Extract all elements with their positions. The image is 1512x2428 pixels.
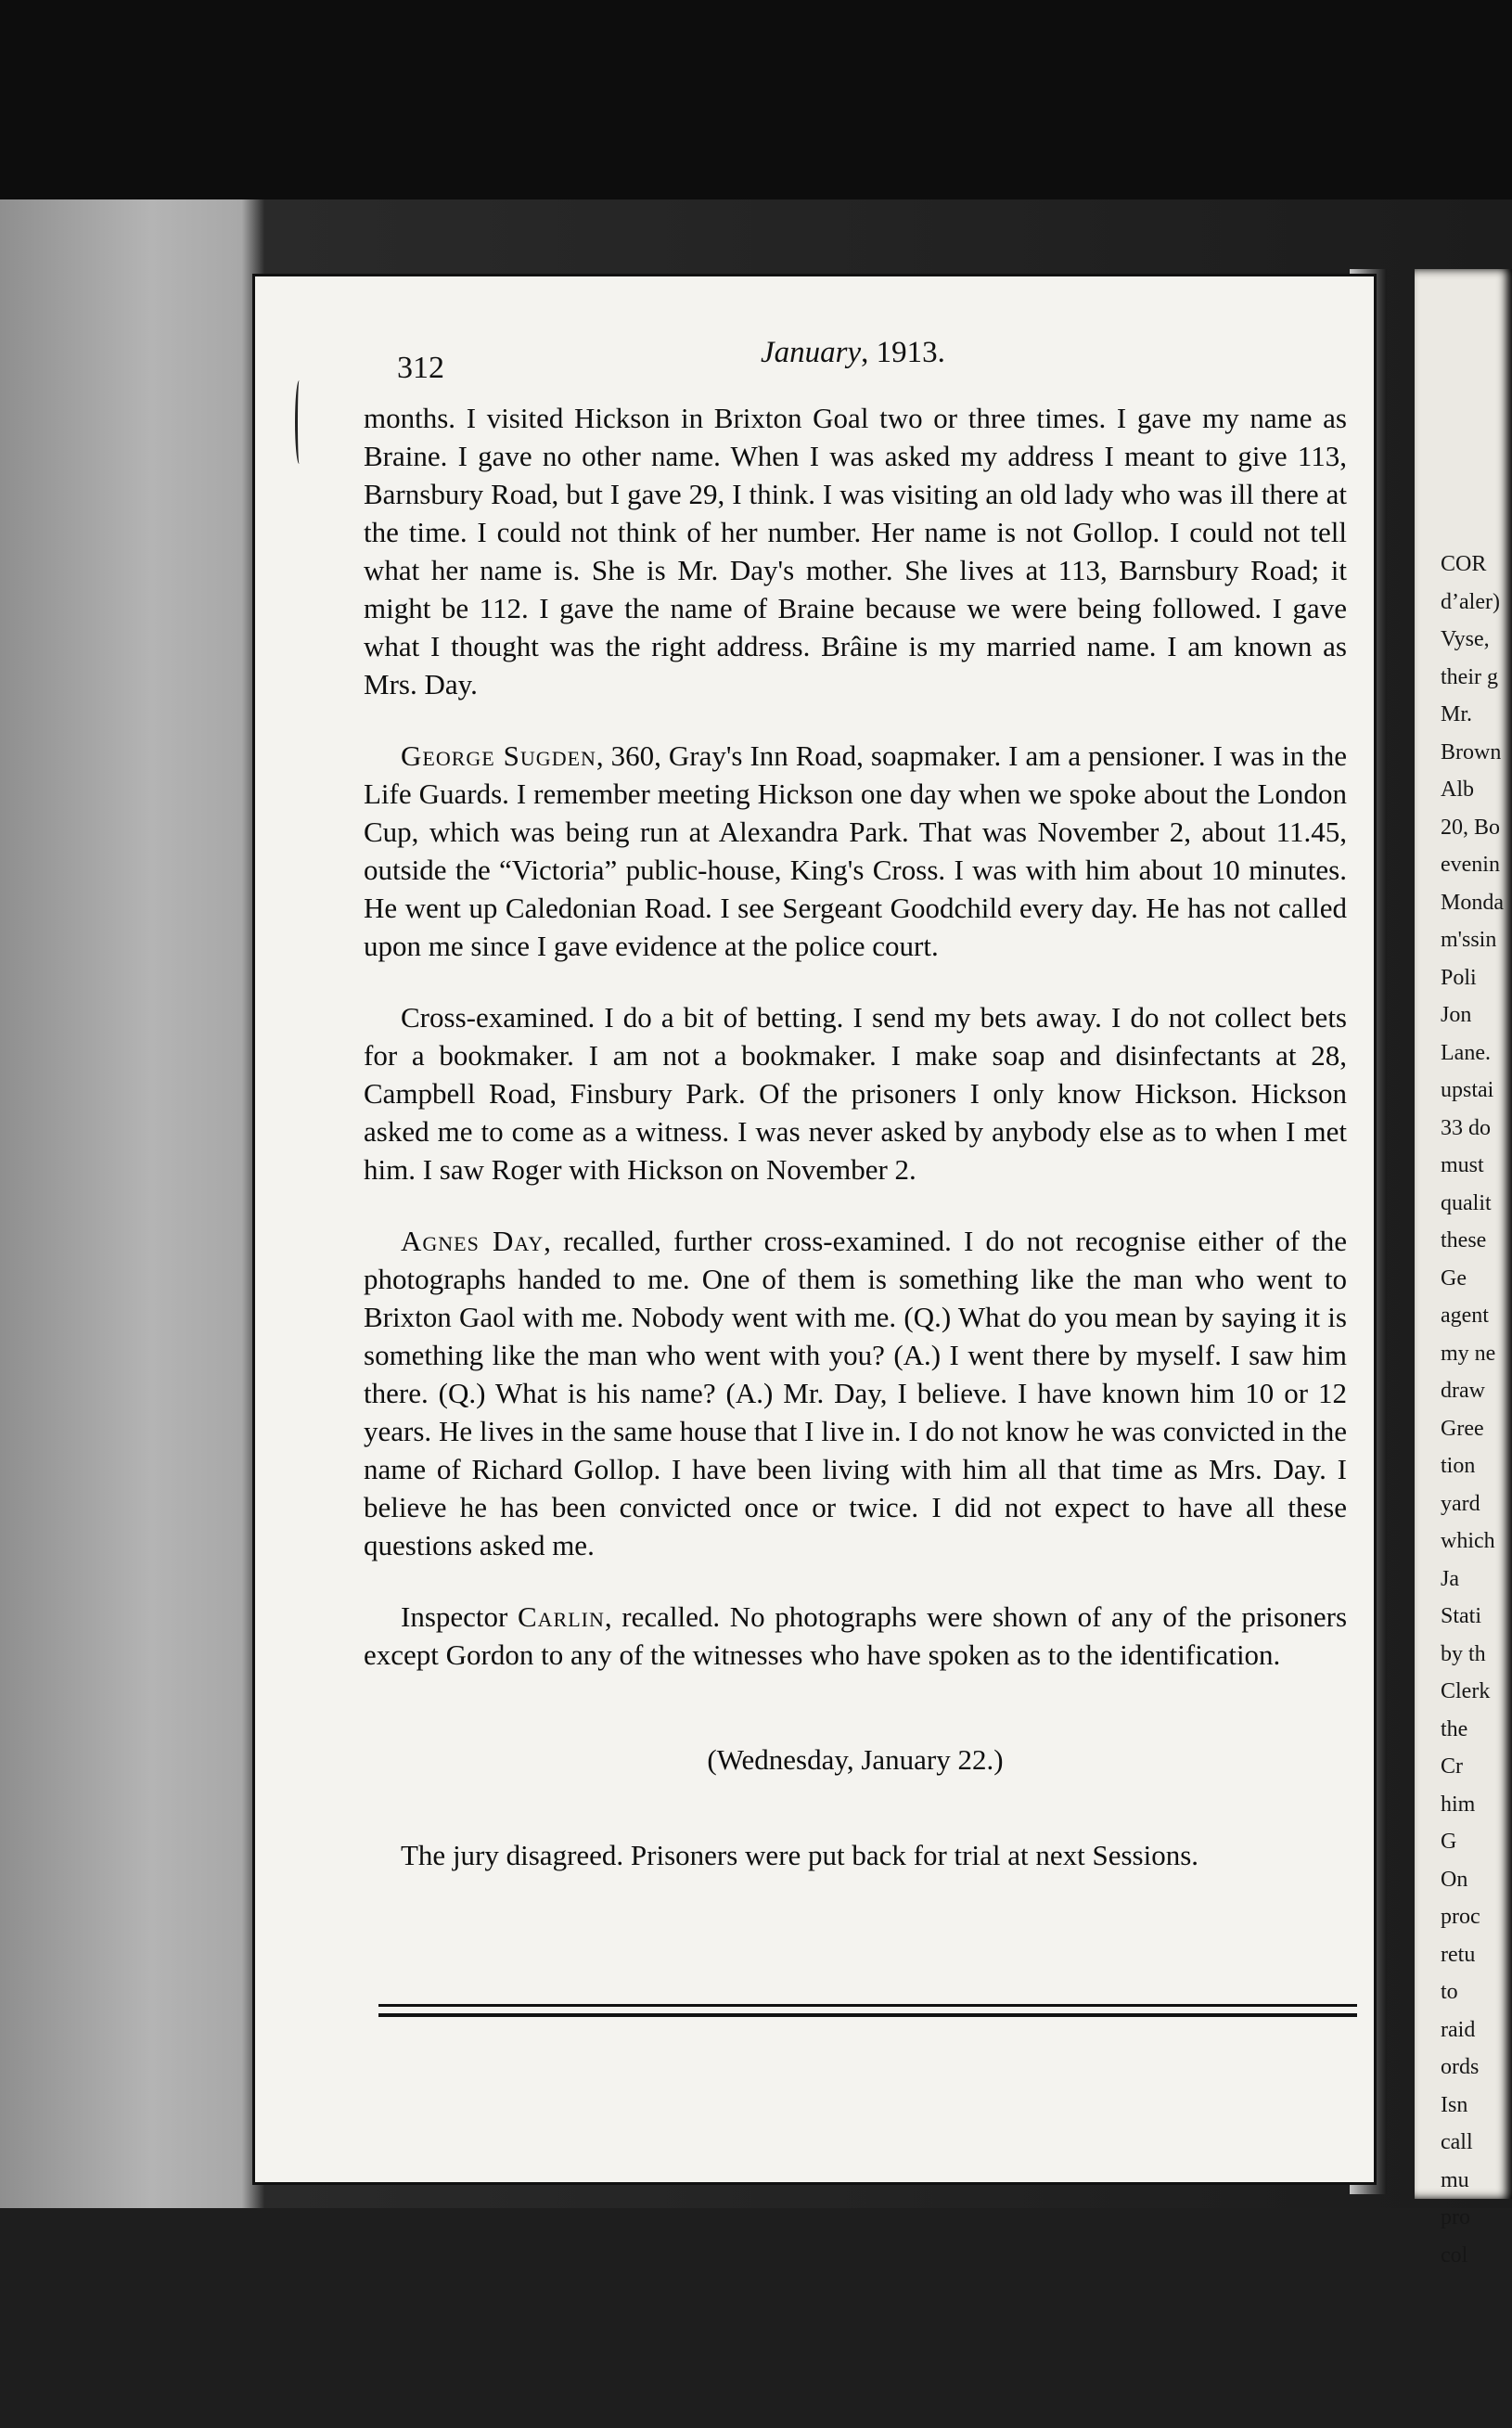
closing-rule-thin xyxy=(378,2004,1357,2007)
facing-page-line: call xyxy=(1441,2130,1473,2154)
facing-page-line: the xyxy=(1441,1716,1468,1741)
facing-page-line: these xyxy=(1441,1228,1487,1253)
facing-page-line: evenin xyxy=(1441,853,1500,877)
closing-rule-thick xyxy=(378,2013,1357,2017)
facing-page-line: which xyxy=(1441,1529,1495,1553)
paragraph-sugden-testimony xyxy=(364,737,1347,965)
facing-page-line: Mr. xyxy=(1441,702,1473,726)
facing-page-line: Ge xyxy=(1441,1265,1467,1291)
facing-page-line: qualit xyxy=(1441,1190,1492,1215)
witness-name-carlin: Carlin xyxy=(517,1600,605,1633)
facing-page-line: Monda xyxy=(1441,890,1504,915)
facing-page-line: raid xyxy=(1441,2017,1476,2042)
facing-page-line: draw xyxy=(1441,1379,1485,1403)
witness-name-day: Agnes Day xyxy=(401,1225,545,1257)
paragraph-cross-examined: Cross-examined. I do a bit of betting. I send my bets away. I do not collect bets for a bookmaker. I am not a bookmaker. I make soap and disinfectants at 28, Campbell Road, Finsbury Park. Of the prisoners I only know Hickson. Hickson asked me to come as a witness. I was never asked by anybody else as to when I met him. I saw Roger with Hickson on November 2. xyxy=(364,1001,1347,1186)
facing-page-line: must xyxy=(1441,1153,1484,1177)
facing-page-line: Poli xyxy=(1441,965,1477,990)
facing-page-line: Ja xyxy=(1441,1566,1459,1591)
page-number: 312 xyxy=(397,351,444,385)
date-heading: (Wednesday, January 22.) xyxy=(707,1743,1004,1776)
facing-page-line: 33 do xyxy=(1441,1115,1491,1140)
facing-page-text xyxy=(1441,546,1512,2274)
body-text xyxy=(364,399,1347,1874)
paragraph-day-recalled xyxy=(364,1222,1347,1564)
facing-page-line: Stati xyxy=(1441,1604,1482,1628)
paragraph-verdict: The jury disagreed. Prisoners were put back for trial at next Sessions. xyxy=(401,1839,1199,1871)
film-bottom-band xyxy=(0,2208,1512,2428)
running-head-month: January xyxy=(761,336,862,369)
facing-page-line: mu xyxy=(1441,2167,1469,2192)
facing-page-line: Gree xyxy=(1441,1416,1484,1441)
facing-page-line: to xyxy=(1441,1980,1458,2004)
facing-page-line: d’aler) xyxy=(1441,589,1500,614)
facing-page-line: yard xyxy=(1441,1491,1480,1516)
facing-page-line: m'ssin xyxy=(1441,928,1497,952)
running-head-year: , 1913. xyxy=(861,336,945,369)
facing-page-line: tion xyxy=(1441,1454,1476,1478)
facing-page-line: by th xyxy=(1441,1641,1486,1666)
facing-page-line: retu xyxy=(1441,1942,1476,1967)
facing-page-line: Cr xyxy=(1441,1754,1463,1779)
margin-pencil-mark xyxy=(295,380,303,464)
facing-page-line: col xyxy=(1441,2242,1468,2267)
paragraph-carlin-recalled xyxy=(364,1598,1347,1674)
running-head xyxy=(761,336,945,370)
facing-page-line: 20, Bo xyxy=(1441,815,1501,840)
facing-page-line: COR xyxy=(1441,552,1487,576)
facing-page-line: proc xyxy=(1441,1905,1480,1929)
facing-page-line: ords xyxy=(1441,2055,1480,2079)
facing-page-line: their g xyxy=(1441,664,1498,689)
paragraph-braine-testimony: months. I visited Hickson in Brixton Goal two or three times. I gave my name as Braine. I gave no other name. When I was asked my address I meant to give 113, Barnsbury Road, but I gave 29, I think. I was visiting an old lady who was ill there at the time. I could not think of her number. Her name is not Gollop. I could not tell what her name is. She is Mr. Day's mother. She lives at 113, Barnsbury Road; it might be 112. I gave the name of Braine because we were being followed. I gave what I thought was the right address. Brâine is my married name. I am known as Mrs. Day. xyxy=(364,402,1347,700)
facing-page-line: him xyxy=(1441,1792,1476,1817)
facing-page-line: On xyxy=(1441,1867,1468,1892)
carlin-text: , recalled. No photographs were shown of any of the prisoners except Gordon to any of the witnesses who have spoken as to the identification. xyxy=(364,1600,1348,1671)
film-top-band xyxy=(0,0,1512,199)
facing-page-line: pro xyxy=(1441,2205,1470,2229)
witness-name-sugden: George Sugden xyxy=(401,739,596,772)
carlin-prefix: Inspector xyxy=(401,1600,518,1633)
day-text: , recalled, further cross-examined. I do not recognise either of the photographs handed to me. One of them is something like the man who went to Brixton Gaol with me. Nobody went with me. (Q.) What do you mean by saying it is something like the man who went with you? (A.) I went there by myself. I saw him there. (Q.) What is his name? (A.) Mr. Day, I believe. I have known him 10 or 12 years. He lives in the same house that I live in. I do not know he was convicted in the name of Richard Gollop. I have been living with him all that time as Mrs. Day. I believe he has been convicted once or twice. I did not expect to have all these questions asked me. xyxy=(364,1225,1347,1561)
facing-page-line: G xyxy=(1441,1830,1457,1854)
facing-page-line: Alb xyxy=(1441,777,1474,802)
facing-page-line: Brown xyxy=(1441,739,1502,764)
sugden-text: , 360, Gray's Inn Road, soapmaker. I am a pensioner. I was in the Life Guards. I remember meeting Hickson one day when we spoke about the London Cup, which was being run at Alexandra Park. That was November 2, about 11.45, outside the “Victoria” public-house, King's Cross. I was with him about 10 minutes. He went up Caledonian Road. I see Sergeant Goodchild every day. He has not called upon me since I gave evidence at the police court. xyxy=(364,739,1347,962)
facing-page-line: Vyse, xyxy=(1441,627,1490,651)
facing-page-line: Lane. xyxy=(1441,1040,1491,1065)
facing-page-line: my ne xyxy=(1441,1341,1496,1366)
facing-page-line: agent xyxy=(1441,1304,1489,1328)
facing-page-line: Isn xyxy=(1441,2092,1468,2117)
facing-page-line: Jon xyxy=(1441,1003,1472,1027)
facing-page-line: Clerk xyxy=(1441,1679,1491,1703)
facing-page-line: upstai xyxy=(1441,1078,1494,1102)
